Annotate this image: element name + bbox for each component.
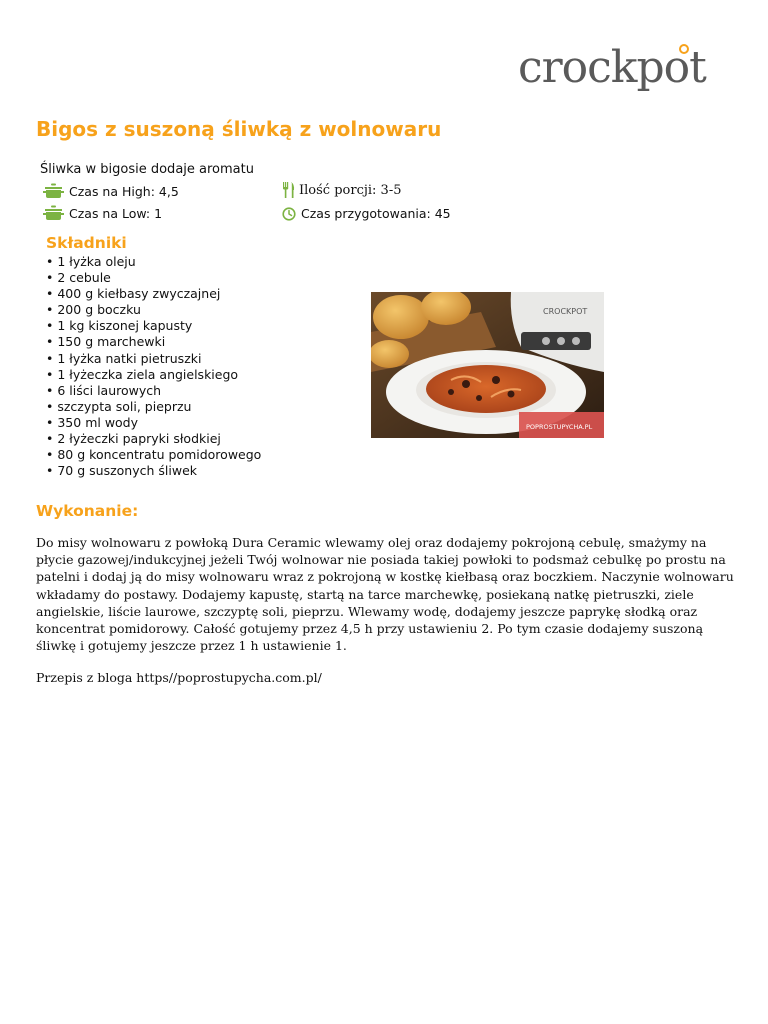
ingredient-item: • 1 łyżka oleju xyxy=(46,254,261,270)
meta-servings xyxy=(282,182,401,198)
clock-icon xyxy=(282,207,296,221)
ingredient-item: • 70 g suszonych śliwek xyxy=(46,463,261,479)
slow-cooker-icon xyxy=(43,205,64,221)
meta-high-label: Czas na High: 4,5 xyxy=(69,183,179,199)
logo-text: crockpot xyxy=(518,42,706,93)
photo-watermark: POPROSTUPYCHA.PL xyxy=(526,423,593,431)
source-link: Przepis z bloga https//poprostupycha.com.pl/ xyxy=(36,670,322,685)
method-text: Do misy wolnowaru z powłoką Dura Ceramic wlewamy olej oraz dodajemy pokrojoną cebulę, smażymy na płycie gazowej/indukcyjnej jeżeli Twój wolnowar nie posiada takiej powłoki to podsmaż cebulkę po prostu na patelni i dodaj ją do misy wolnowaru wraz z pokrojoną w kostkę kiełbasą oraz boczkiem. Naczynie wolnowaru wkładamy do postawy. Dodajemy kapustę, startą na tarce marchewkę, posiekaną natkę pietruszki, ziele angielskie, liście laurowe, szczyptę soli, pieprzu. Wlewamy wodę, dodajemy jeszcze paprykę słodką oraz koncentrat pomidorowy. Całość gotujemy przez 4,5 h przy ustawieniu 2. Po tym czasie dodajemy suszoną śliwkę i gotujemy jeszcze przez 1 h ustawienie 1. xyxy=(36,535,734,654)
recipe-photo xyxy=(371,292,604,438)
recipe-title: Bigos z suszoną śliwką z wolnowaru xyxy=(36,117,442,141)
ingredient-item: • 2 cebule xyxy=(46,270,261,286)
ingredient-item: • 1 łyżeczka ziela angielskiego xyxy=(46,367,261,383)
recipe-subtitle: Śliwka w bigosie dodaje aromatu xyxy=(40,162,254,177)
fork-knife-icon xyxy=(282,182,296,198)
meta-low-label: Czas na Low: 1 xyxy=(69,205,163,221)
ingredient-item: • 6 liści laurowych xyxy=(46,383,261,399)
meta-low-time xyxy=(43,205,162,221)
meta-servings-label: Ilość porcji: 3-5 xyxy=(299,182,402,198)
slow-cooker-icon xyxy=(43,183,64,199)
ingredient-item: • 80 g koncentratu pomidorowego xyxy=(46,447,261,463)
ingredient-item: • 150 g marchewki xyxy=(46,334,261,350)
meta-prep-label: Czas przygotowania: 45 xyxy=(301,206,451,221)
meta-high-time xyxy=(43,183,179,199)
ingredient-item: • 1 kg kiszonej kapusty xyxy=(46,318,261,334)
ingredients-heading: Składniki xyxy=(46,234,127,252)
ingredient-item: • 400 g kiełbasy zwyczajnej xyxy=(46,286,261,302)
method-heading: Wykonanie: xyxy=(36,502,139,520)
appliance-label: CROCKPOT xyxy=(543,307,588,316)
ingredient-item: • 200 g boczku xyxy=(46,302,261,318)
ingredient-item: • 350 ml wody xyxy=(46,415,261,431)
ingredient-item: • 2 łyżeczki papryki słodkiej xyxy=(46,431,261,447)
meta-prep-time xyxy=(282,206,451,221)
ingredient-item: • 1 łyżka natki pietruszki xyxy=(46,351,261,367)
crockpot-logo xyxy=(516,40,728,98)
ingredients-list xyxy=(46,254,261,479)
ingredient-item: • szczypta soli, pieprzu xyxy=(46,399,261,415)
